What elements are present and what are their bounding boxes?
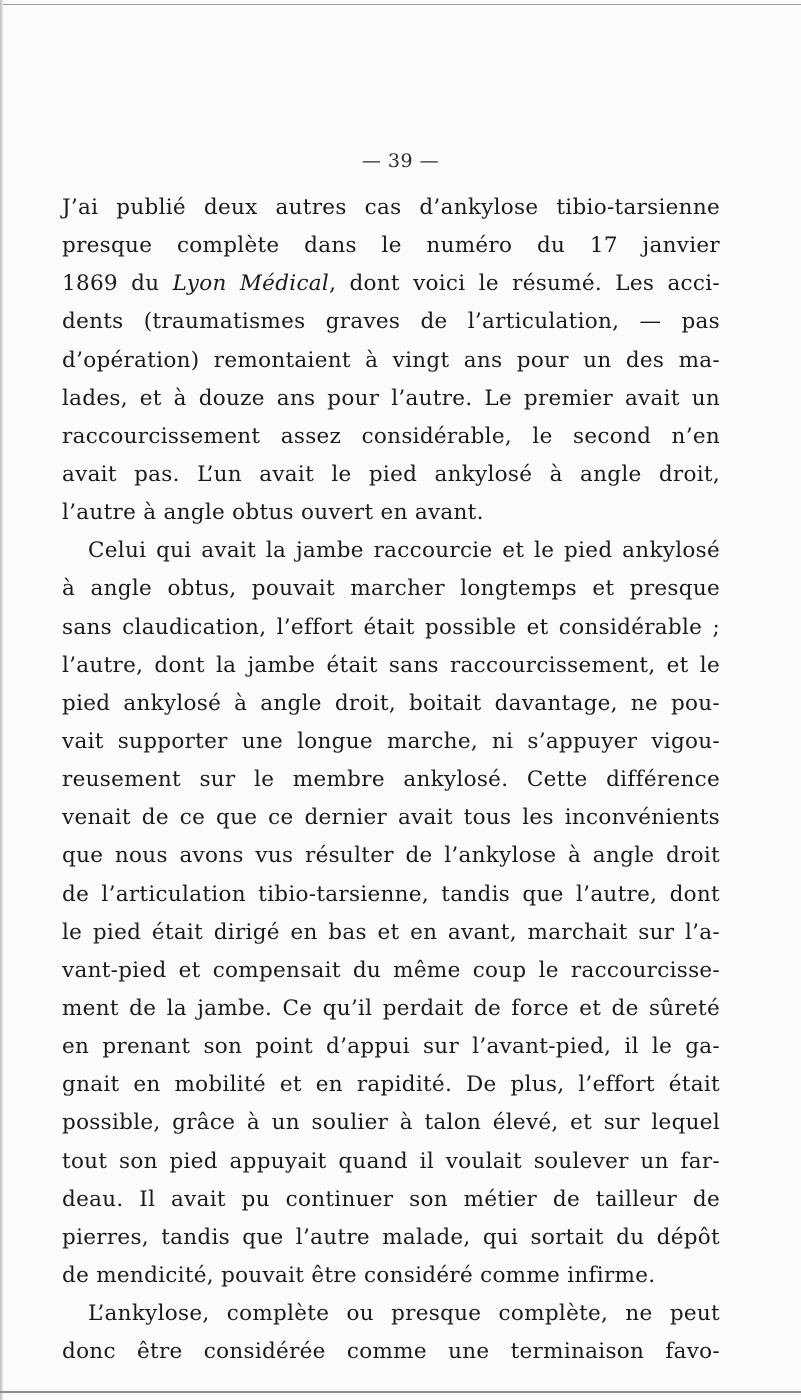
text-line: 1869 du Lyon Médical, dont voici le résumé. Les acci- bbox=[62, 271, 720, 297]
text-line: ment de la jambe. Ce qu’il perdait de force et de sûreté bbox=[62, 995, 720, 1021]
text-line: reusement sur le membre ankylosé. Cette différence bbox=[62, 767, 720, 793]
text-line: J’ai publié deux autres cas d’ankylose tibio-tarsienne bbox=[62, 195, 720, 220]
text-line-paragraph-start: Celui qui avait la jambe raccourcie et le pied ankylosé bbox=[88, 538, 720, 564]
text-line-paragraph-end: l’autre à angle obtus ouvert en avant. bbox=[62, 500, 484, 526]
text-line: le pied était dirigé en bas et en avant, marchait sur l’a- bbox=[62, 919, 720, 945]
text-line: deau. Il avait pu continuer son métier de tailleur de bbox=[62, 1186, 720, 1212]
text-line: pierres, tandis que l’autre malade, qui sortait du dépôt bbox=[62, 1224, 720, 1250]
text-line: l’autre, dont la jambe était sans raccourcissement, et le bbox=[62, 652, 720, 678]
text-line: dents (traumatismes graves de l’articulation, — pas bbox=[62, 309, 720, 335]
text-line: lades, et à douze ans pour l’autre. Le premier avait un bbox=[62, 385, 720, 411]
text-line: à angle obtus, pouvait marcher longtemps et presque bbox=[62, 576, 720, 602]
text-line: pied ankylosé à angle droit, boitait davantage, ne pou- bbox=[62, 690, 720, 716]
text-line: presque complète dans le numéro du 17 janvier bbox=[62, 233, 720, 259]
text-line: que nous avons vus résulter de l’ankylose à angle droit bbox=[62, 843, 720, 869]
journal-title: Lyon Médical bbox=[172, 271, 330, 297]
text-line: donc être considérée comme une terminaison favo- bbox=[62, 1339, 720, 1365]
text-line-paragraph-start: L’ankylose, complète ou presque complète, ne peut bbox=[88, 1301, 720, 1327]
bottom-edge-rule bbox=[0, 1391, 801, 1393]
page-binding-edge bbox=[0, 0, 3, 1400]
text-line: sans claudication, l’effort était possible et considérable ; bbox=[62, 614, 720, 640]
page-number: — 39 — bbox=[361, 150, 440, 172]
text-line-paragraph-end: de mendicité, pouvait être considéré comme infirme. bbox=[62, 1262, 656, 1288]
text-line: vait supporter une longue marche, ni s’appuyer vigou- bbox=[62, 728, 720, 754]
body-text bbox=[62, 189, 720, 1371]
text-line: d’opération) remontaient à vingt ans pour un des ma- bbox=[62, 347, 720, 373]
text-line: raccourcissement assez considérable, le second n’en bbox=[62, 423, 720, 449]
text-line: vant-pied et compensait du même coup le raccourcisse- bbox=[62, 957, 720, 983]
text-line: tout son pied appuyait quand il voulait soulever un far- bbox=[62, 1148, 720, 1174]
text-line: en prenant son point d’appui sur l’avant-pied, il le ga- bbox=[62, 1034, 720, 1060]
top-edge-rule bbox=[0, 4, 801, 5]
text-line: venait de ce que ce dernier avait tous les inconvénients bbox=[62, 805, 720, 831]
text-line: avait pas. L’un avait le pied ankylosé à angle droit, bbox=[62, 461, 720, 487]
text-line: de l’articulation tibio-tarsienne, tandis que l’autre, dont bbox=[62, 881, 720, 907]
text-line: gnait en mobilité et en rapidité. De plus, l’effort était bbox=[62, 1072, 720, 1098]
text-line: possible, grâce à un soulier à talon élevé, et sur lequel bbox=[62, 1110, 720, 1136]
